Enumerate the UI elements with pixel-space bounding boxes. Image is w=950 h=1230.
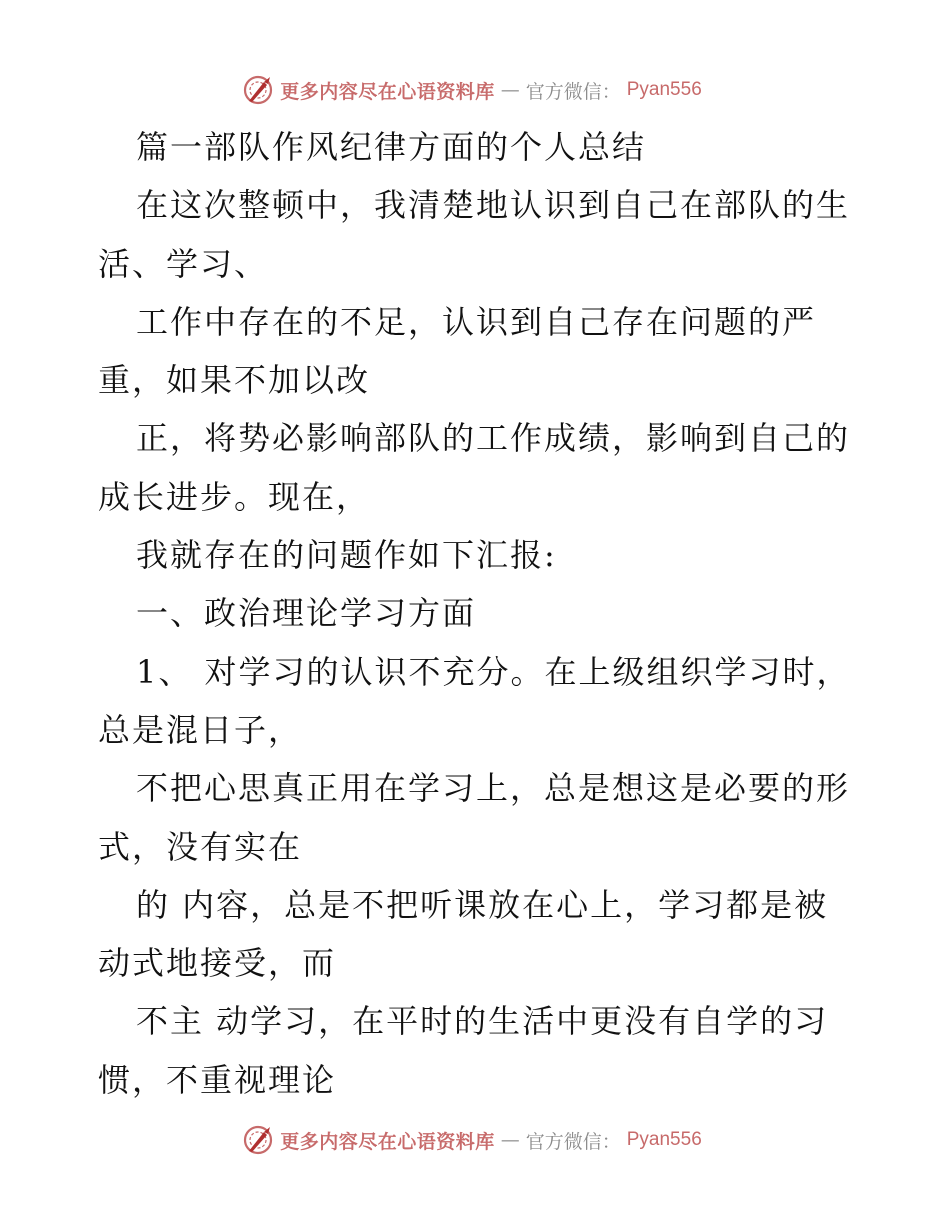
paragraph-line: 工作中存在的不足，认识到自己存在问题的严 xyxy=(136,302,817,341)
quill-logo-icon xyxy=(242,1124,274,1156)
document-title: 篇一部队作风纪律方面的个人总结 xyxy=(136,128,647,166)
paragraph-line: 的 内容，总是不把听课放在心上，学习都是被 xyxy=(136,885,829,924)
footer-wechat-id: Pyan556 xyxy=(626,1129,702,1150)
paragraph-line: 1、 对学习的认识不充分。在上级组织学习时， xyxy=(136,652,851,691)
paragraph-line: 不主 动学习，在平时的生活中更没有自学的习 xyxy=(136,1002,829,1041)
footer-banner-inner xyxy=(242,1124,702,1156)
paragraph-line: 正，将势必影响部队的工作成绩，影响到自己的 xyxy=(136,419,851,458)
paragraph-line: 成长进步。现在， xyxy=(98,477,371,516)
header-banner-dash: — xyxy=(500,79,520,101)
paragraph-line: 在这次整顿中，我清楚地认识到自己在部队的生 xyxy=(136,186,851,225)
header-wechat-label: 官方微信： xyxy=(525,80,621,103)
header-banner-text: 更多内容尽在心语资料库 xyxy=(280,80,495,103)
quill-logo-icon xyxy=(242,74,274,106)
document-body xyxy=(98,118,858,1109)
paragraph-line: 不把心思真正用在学习上，总是想这是必要的形 xyxy=(136,769,851,808)
footer-watermark-banner xyxy=(0,1120,950,1160)
header-watermark-banner xyxy=(0,70,950,110)
footer-banner-dash: — xyxy=(500,1129,520,1151)
paragraph-line: 总是混日子， xyxy=(98,710,303,749)
paragraph-line: 式，没有实在 xyxy=(98,827,303,866)
footer-banner-text: 更多内容尽在心语资料库 xyxy=(280,1130,495,1153)
header-wechat-id: Pyan556 xyxy=(626,79,702,100)
paragraph-line: 我就存在的问题作如下汇报: xyxy=(136,536,557,575)
paragraph-line: 重，如果不加以改 xyxy=(98,361,371,400)
paragraph-line: 动式地接受，而 xyxy=(98,944,337,983)
paragraph-line: 惯，不重视理论 xyxy=(98,1060,337,1099)
header-banner-inner xyxy=(242,74,702,106)
section-heading: 一、政治理论学习方面 xyxy=(136,594,477,633)
footer-wechat-label: 官方微信： xyxy=(525,1130,621,1153)
paragraph-line: 活、学习、 xyxy=(98,244,269,283)
